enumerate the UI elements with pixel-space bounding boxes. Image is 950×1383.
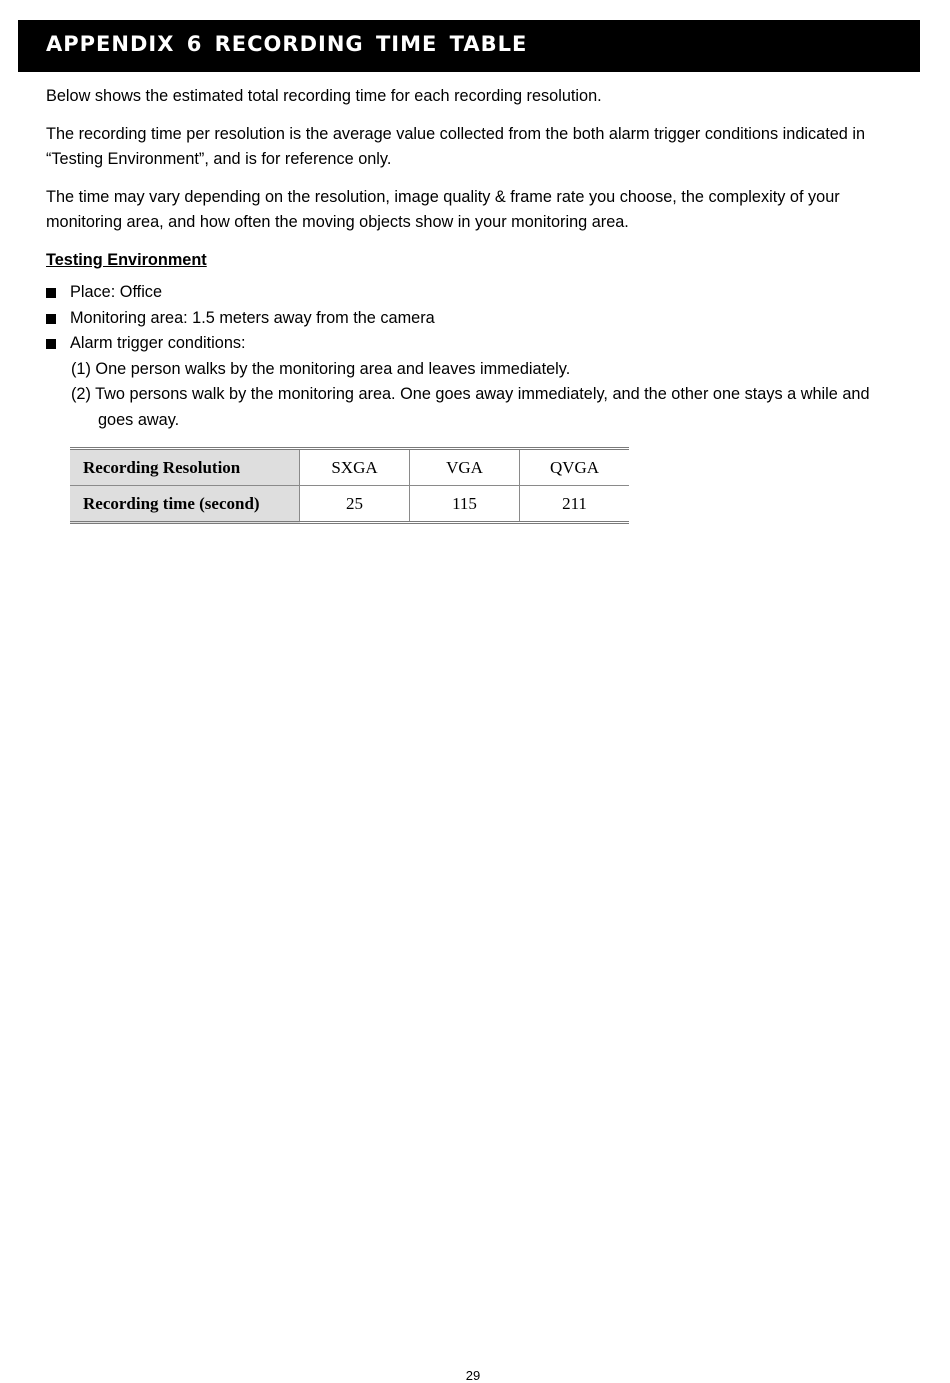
list-item bbox=[46, 331, 908, 357]
recording-time-table bbox=[70, 447, 629, 524]
list-item bbox=[46, 306, 908, 332]
table-cell: 211 bbox=[562, 493, 587, 513]
testing-environment-heading: Testing Environment bbox=[46, 250, 207, 269]
table-cell: 115 bbox=[410, 486, 520, 523]
intro-paragraph-1: Below shows the estimated total recording time for each recording resolution. bbox=[46, 87, 602, 105]
page-title: APPENDIX 6 RECORDING TIME TABLE bbox=[46, 32, 528, 56]
list-item bbox=[46, 280, 908, 306]
alarm-condition-1: (1) One person walks by the monitoring area and leaves immediately. bbox=[71, 359, 571, 378]
row-header-recording-time: Recording time (second) bbox=[70, 486, 300, 523]
title-bar bbox=[18, 20, 920, 72]
list-item-text: Monitoring area: 1.5 meters away from the camera bbox=[70, 308, 435, 327]
main-content bbox=[46, 84, 908, 433]
row-header-resolution: Recording Resolution bbox=[70, 449, 300, 486]
square-bullet-icon bbox=[46, 288, 56, 298]
list-item-text: Alarm trigger conditions: bbox=[70, 334, 246, 352]
page-number: 29 bbox=[465, 1368, 481, 1383]
square-bullet-icon bbox=[46, 339, 56, 349]
table-cell: VGA bbox=[410, 449, 520, 486]
table-row bbox=[70, 486, 629, 523]
table-cell: 25 bbox=[300, 486, 410, 523]
alarm-condition-2: (2) Two persons walk by the monitoring area. One goes away immediately, and the other one stays a while and goes away. bbox=[71, 385, 870, 429]
table-row bbox=[70, 449, 629, 486]
square-bullet-icon bbox=[46, 314, 56, 324]
intro-paragraph-2: The recording time per resolution is the average value collected from the both alarm trigger conditions indicated in “Testing Environment”, and is for reference only. bbox=[46, 124, 866, 168]
table-cell: QVGA bbox=[520, 449, 630, 486]
intro-paragraph-3: The time may vary depending on the resolution, image quality & frame rate you choose, the complexity of your monitoring area, and how often the moving objects show in your monitoring area. bbox=[46, 187, 840, 231]
alarm-conditions-list bbox=[46, 357, 908, 434]
testing-environment-list bbox=[46, 280, 908, 357]
list-item-text: Place: Office bbox=[70, 283, 163, 301]
table-cell: SXGA bbox=[300, 449, 410, 486]
